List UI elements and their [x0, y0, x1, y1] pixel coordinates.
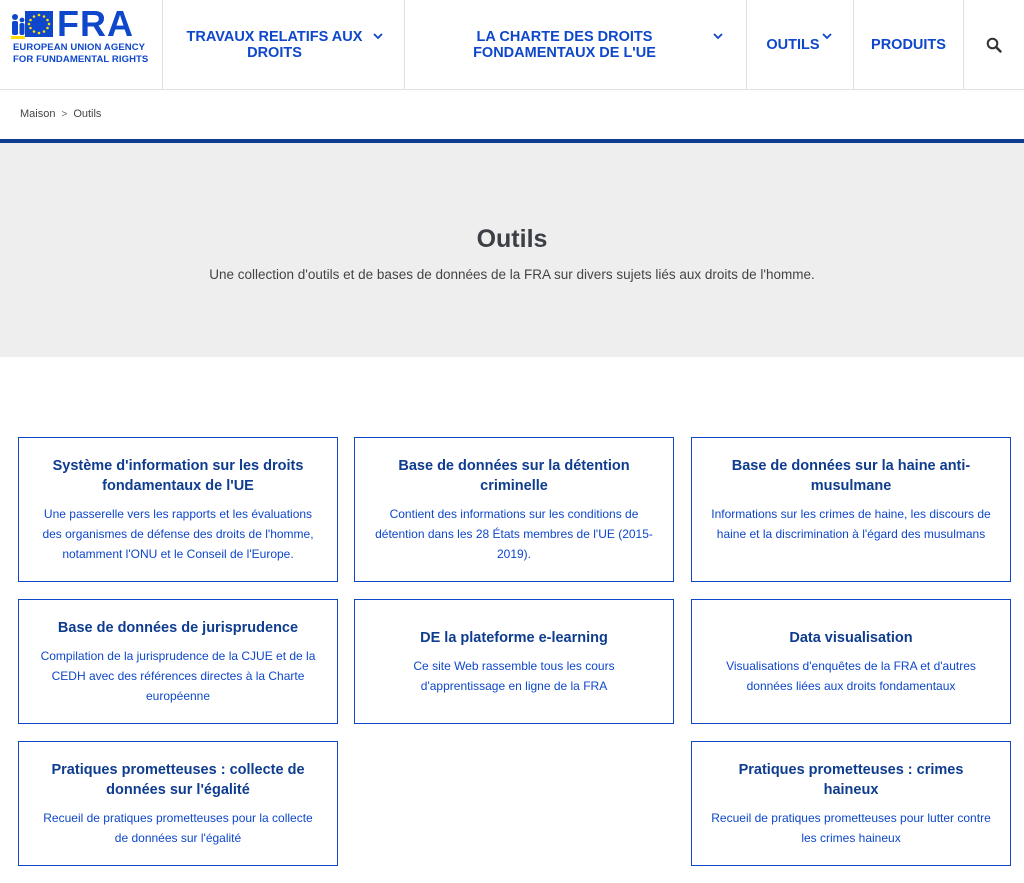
card-description: Compilation de la jurisprudence de la CJUE et de la CEDH avec des références directes à la Charte européenne: [40, 649, 316, 703]
chevron-down-icon: [821, 32, 833, 40]
tool-card-efris[interactable]: [18, 437, 338, 582]
card-description: Ce site Web rassemble tous les cours d'apprentissage en ligne de la FRA: [413, 659, 615, 693]
card-title: Base de données de jurisprudence: [57, 620, 299, 636]
tool-card-anti-muslim-hatred[interactable]: [691, 437, 1011, 582]
tool-card-case-law[interactable]: [18, 599, 338, 724]
nav-item-label: TRAVAUX RELATIFS AUX DROITS: [186, 28, 363, 61]
nav-item-label: LA CHARTE DES DROITS FONDAMENTAUX DE L'UE: [473, 28, 656, 61]
card-description: Recueil de pratiques prometteuses pour lutter contre les crimes haineux: [711, 811, 991, 845]
chevron-down-icon: [712, 32, 724, 40]
page-hero: [0, 143, 1024, 357]
card-description: Contient des informations sur les conditions de détention dans les 28 États membres de l'UE (2015-2019).: [375, 507, 653, 561]
search-icon: [986, 37, 1002, 53]
page-subtitle: Une collection d'outils et de bases de données de la FRA sur divers sujets liés aux droits de l'homme.: [209, 267, 815, 282]
tool-card-hate-crime[interactable]: [691, 741, 1011, 866]
nav-item-label: PRODUITS: [871, 36, 946, 53]
nav-item-label: OUTILS: [766, 36, 820, 53]
card-title: Base de données sur la haine anti-musulmane: [731, 458, 971, 494]
breadcrumb: [20, 108, 101, 120]
brand-name: FRA: [57, 3, 134, 44]
card-title: Pratiques prometteuses : collecte de données sur l'égalité: [51, 762, 305, 798]
fra-logo[interactable]: [0, 0, 163, 89]
chevron-down-icon: [372, 32, 384, 40]
breadcrumb-home-link[interactable]: Maison: [20, 108, 56, 120]
eu-flag-logo-icon: [9, 10, 55, 42]
card-title: DE la plateforme e-learning: [420, 630, 608, 646]
card-title: Data visualisation: [789, 630, 913, 646]
site-header: [0, 0, 1024, 90]
card-title: Pratiques prometteuses : crimes haineux: [738, 762, 964, 798]
breadcrumb-separator: >: [61, 108, 68, 120]
card-description: Visualisations d'enquêtes de la FRA et d'autres données liées aux droits fondamentaux: [726, 659, 976, 693]
tool-card-data-visualisation[interactable]: [691, 599, 1011, 724]
tool-card-equality-data[interactable]: [18, 741, 338, 866]
card-title: Base de données sur la détention criminelle: [398, 458, 630, 494]
search-button[interactable]: [964, 0, 1024, 89]
page-title: Outils: [476, 225, 548, 253]
tool-card-e-learning[interactable]: [354, 599, 674, 724]
nav-item-outils[interactable]: [747, 0, 854, 89]
brand-tagline: [13, 42, 148, 66]
brand-tagline-line1: EUROPEAN UNION AGENCY: [13, 42, 146, 53]
tool-card-detention-database[interactable]: [354, 437, 674, 582]
card-description: Recueil de pratiques prometteuses pour la collecte de données sur l'égalité: [43, 811, 313, 845]
brand-tagline-line2: FOR FUNDAMENTAL RIGHTS: [13, 54, 149, 65]
card-title: Système d'information sur les droits fondamentaux de l'UE: [52, 458, 304, 494]
breadcrumb-current: Outils: [73, 108, 102, 120]
nav-item-travaux[interactable]: [163, 0, 405, 89]
card-description: Une passerelle vers les rapports et les évaluations des organismes de défense des droits de l'homme, notamment l'ONU et le Conseil de l'Europe.: [42, 507, 314, 561]
card-description: Informations sur les crimes de haine, les discours de haine et la discrimination à l'égard des musulmans: [711, 507, 991, 541]
nav-item-produits[interactable]: [854, 0, 964, 89]
nav-item-charte[interactable]: [405, 0, 747, 89]
